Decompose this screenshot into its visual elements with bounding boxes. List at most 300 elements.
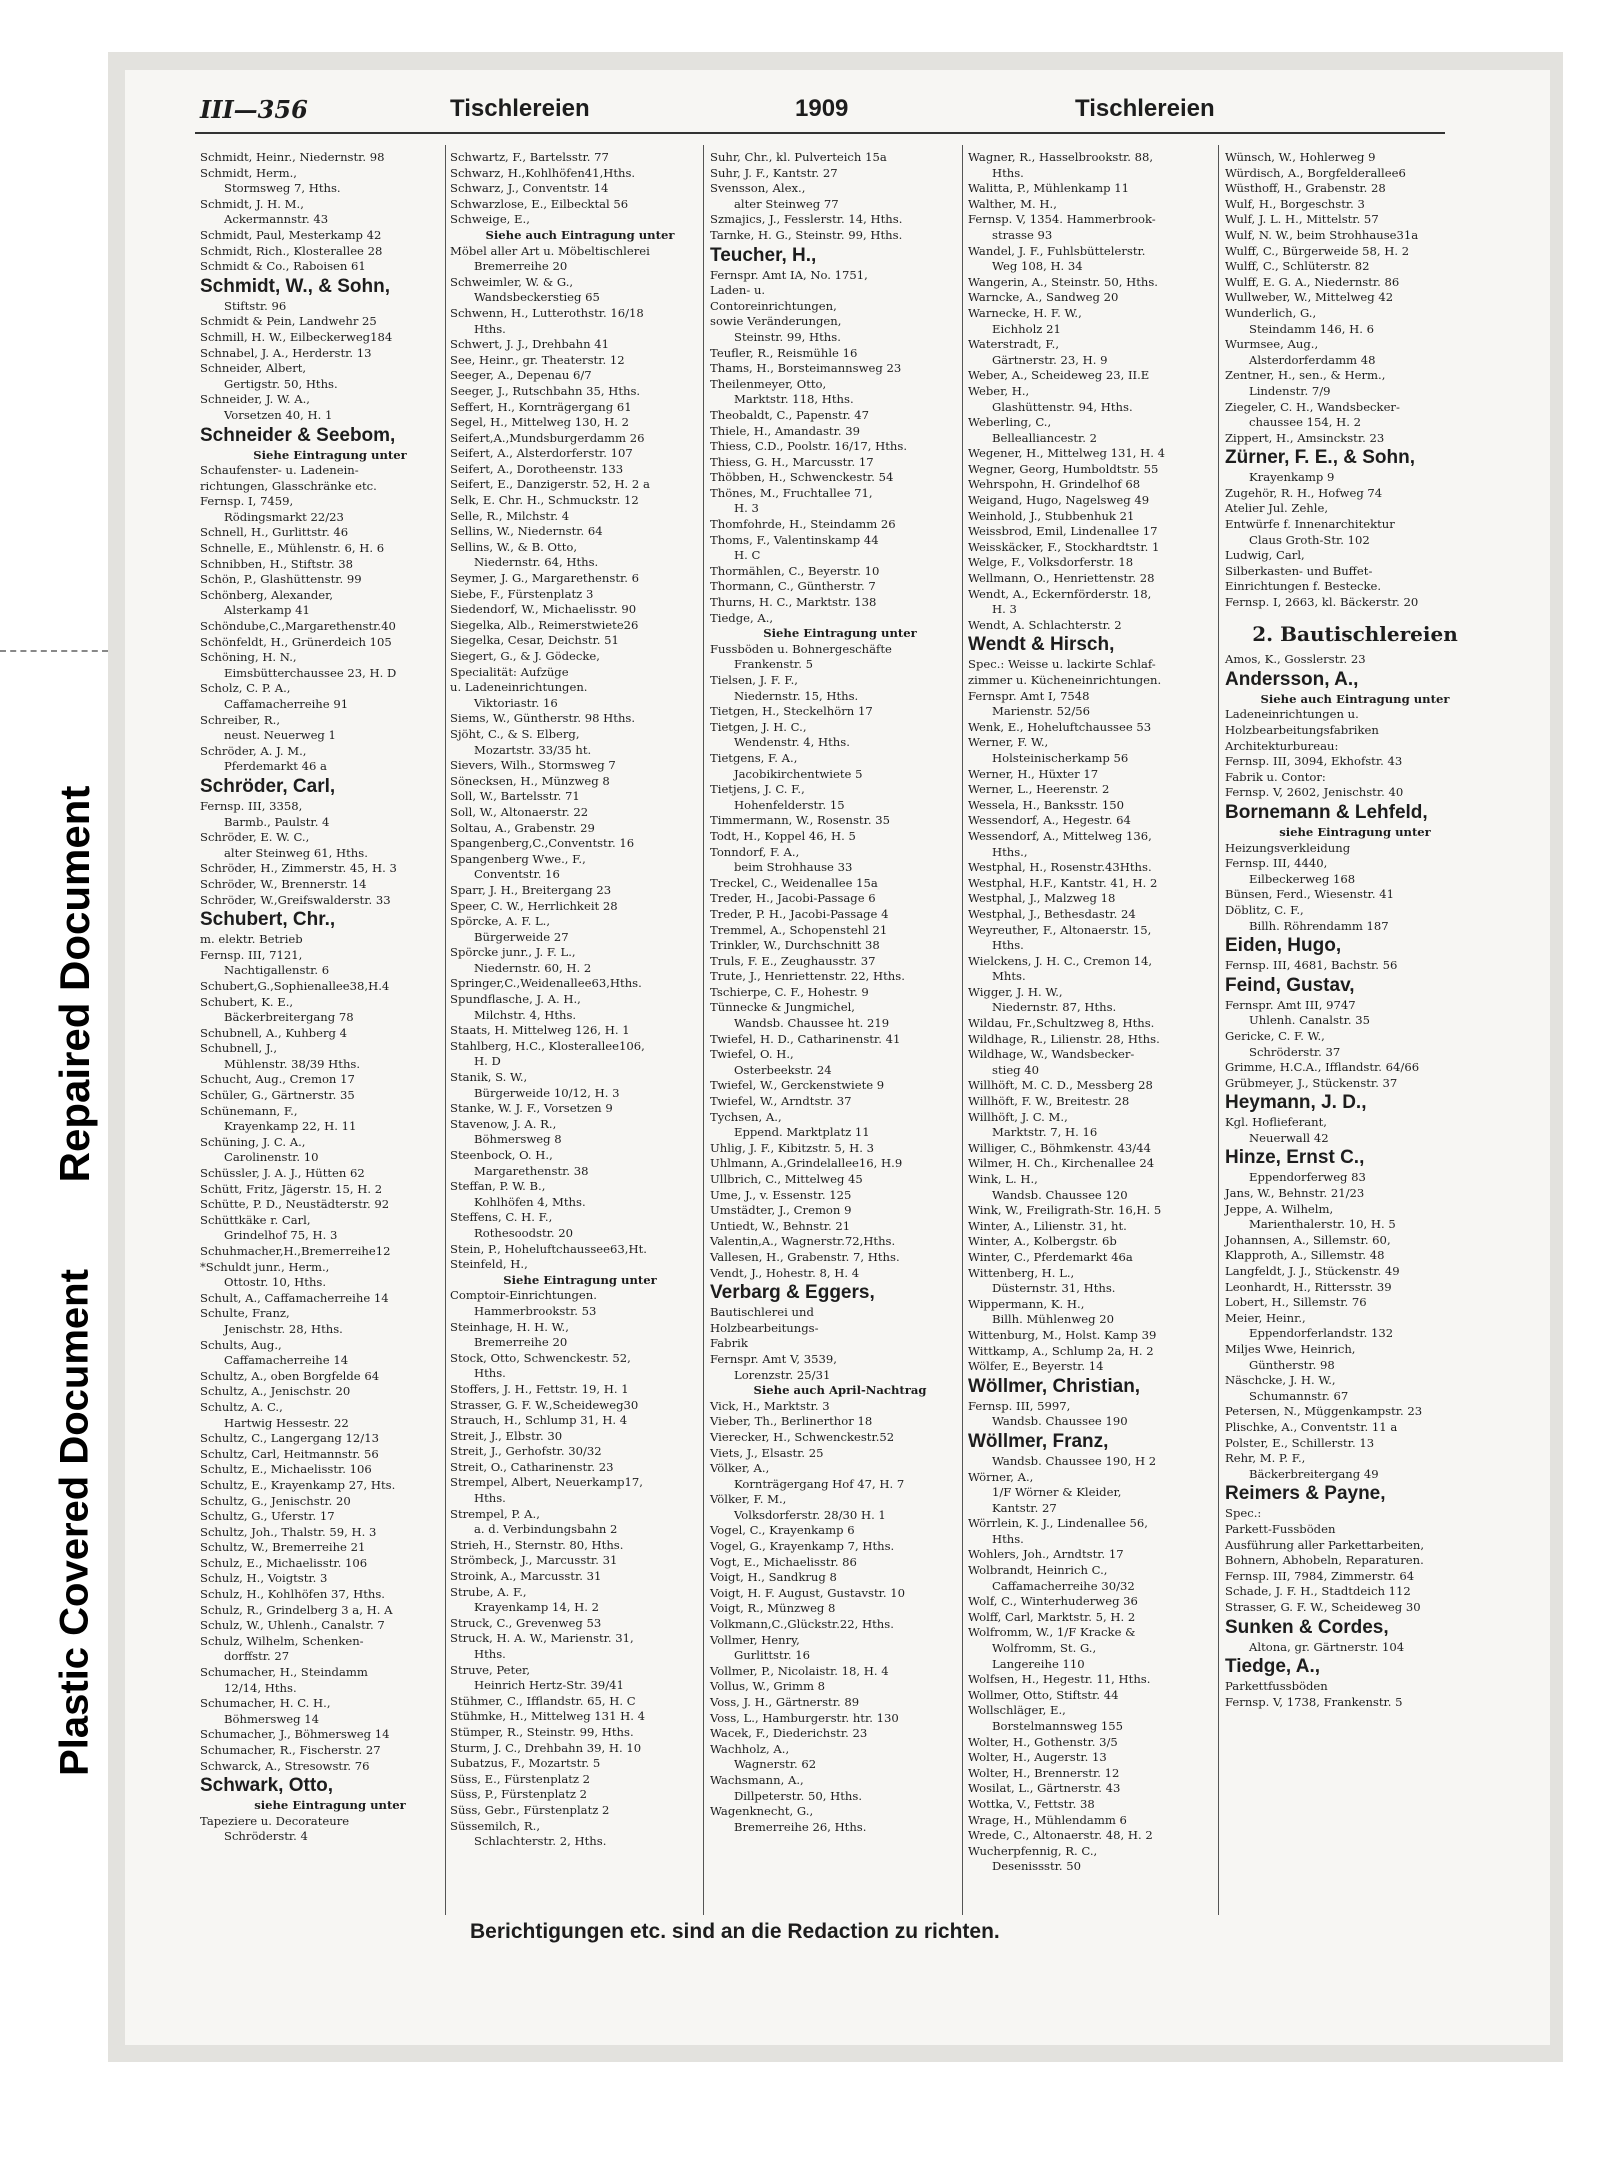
directory-entry: Schumacher, J., Böhmersweg 14: [200, 1727, 390, 1742]
directory-entry: Milchstr. 4, Hths.: [474, 1007, 577, 1022]
directory-entry: beim Strohhause 33: [734, 860, 853, 875]
directory-entry: Marktstr. 7, H. 16: [992, 1125, 1098, 1140]
directory-entry: Kantstr. 27: [992, 1500, 1057, 1515]
directory-entry: Steenbock, O. H.,: [450, 1148, 553, 1162]
directory-entry: Eppendorferlandstr. 132: [1249, 1326, 1394, 1341]
directory-entry: Billh. Röhrendamm 187: [1249, 918, 1389, 933]
directory-entry: Schüssler, J. A. J., Hütten 62: [200, 1166, 365, 1181]
directory-entry: Fernsp. I, 7459,: [200, 494, 294, 509]
directory-entry: Strasser, G. F. W., Scheideweg 30: [1225, 1599, 1421, 1614]
column-3: [710, 150, 970, 1835]
directory-entry: Schumacher, H. C. H.,: [200, 1696, 331, 1711]
directory-entry: Bremerreihe 20: [474, 259, 568, 274]
directory-entry: Stanik, S. W.,: [450, 1070, 528, 1085]
directory-entry: Meier, Heinr.,: [1225, 1310, 1306, 1325]
directory-entry: Schulz, W., Uhlenh., Canalstr. 7: [200, 1618, 385, 1633]
directory-entry: Tychsen, A.,: [710, 1109, 782, 1124]
directory-entry: Schucht, Aug., Cremon 17: [200, 1072, 355, 1087]
directory-entry: Bremerreihe 20: [474, 1335, 568, 1350]
directory-entry: Schnell, H., Gurlittstr. 46: [200, 525, 349, 540]
directory-entry: Vollmer, P., Nicolaistr. 18, H. 4: [710, 1663, 889, 1678]
directory-entry: Strasser, G. F. W.,Scheideweg30: [450, 1397, 639, 1412]
directory-entry: Vick, H., Marktstr. 3: [710, 1398, 830, 1413]
directory-entry: Silberkasten- und Buffet-: [1225, 563, 1373, 578]
directory-entry: Fernspr. Amt IA, No. 1751,: [710, 267, 868, 282]
directory-entry: Spangenberg,C.,Conventstr. 16: [450, 836, 635, 851]
directory-entry: Caffamacherreihe 14: [224, 1353, 349, 1368]
directory-entry: Wessela, H., Banksstr. 150: [968, 797, 1124, 812]
directory-entry: 1/F Wörner & Kleider,: [992, 1485, 1122, 1500]
directory-entry: Schmidt, J. H. M.,: [200, 196, 304, 211]
directory-entry: Schröder, E. W. C.,: [200, 830, 310, 845]
directory-entry: Siehe auch Eintragung unter: [1260, 691, 1450, 706]
directory-entry: Wenk, E., Hoheluftchaussee 53: [968, 719, 1152, 734]
cut-line: [0, 650, 108, 652]
directory-entry: Struck, C., Grevenweg 53: [450, 1615, 602, 1630]
directory-entry: Düsternstr. 31, Hths.: [992, 1281, 1116, 1296]
directory-entry: Schulz, H., Voigtstr. 3: [200, 1571, 328, 1586]
directory-entry: Jenischstr. 28, Hths.: [224, 1321, 343, 1336]
directory-entry: Fabrik u. Contor:: [1225, 769, 1326, 784]
directory-entry: Welge, F., Volksdorferstr. 18: [968, 555, 1134, 570]
directory-entry: Lobert, H., Sillemstr. 76: [1225, 1295, 1367, 1310]
directory-entry: Schwarz, H.,Kohlhöfen41,Hths.: [450, 165, 636, 180]
directory-entry: Wittenberg, H. L.,: [968, 1265, 1075, 1280]
directory-entry: Fernsp. III, 7984, Zimmerstr. 64: [1225, 1568, 1415, 1583]
directory-entry: Struck, H. A. W., Marienstr. 31,: [450, 1631, 634, 1646]
directory-entry: Wagner, R., Hasselbrookstr. 88,: [968, 150, 1154, 164]
directory-entry: Schröder, H., Zimmerstr. 45, H. 3: [200, 861, 397, 876]
directory-entry: Bäckerbreitergang 78: [224, 1010, 354, 1025]
directory-entry: Gärtnerstr. 23, H. 9: [992, 352, 1108, 367]
directory-entry: Schultz, A., Jenischstr. 20: [200, 1384, 351, 1399]
directory-entry: u. Ladeneinrichtungen.: [450, 680, 588, 695]
directory-entry: Schröder, W.,Greifswalderstr. 33: [200, 892, 391, 907]
directory-entry: Einrichtungen f. Bestecke.: [1225, 579, 1382, 594]
directory-entry: Sjöht, C., & S. Elberg,: [450, 726, 580, 741]
directory-entry: Steinstr. 99, Hths.: [734, 329, 841, 344]
directory-entry: Zippert, H., Amsinckstr. 23: [1225, 430, 1385, 445]
directory-entry: Kornträgergang Hof 47, H. 7: [734, 1476, 905, 1491]
directory-entry: Viktoriastr. 16: [474, 695, 558, 710]
directory-entry: Schlachterstr. 2, Hths.: [474, 1834, 607, 1849]
directory-entry: Jacobikirchentwiete 5: [734, 766, 863, 781]
directory-entry: Güntherstr. 98: [1249, 1357, 1335, 1372]
directory-entry: Schütt, Fritz, Jägerstr. 15, H. 2: [200, 1181, 383, 1196]
directory-entry: Twiefel, H. D., Catharinenstr. 41: [710, 1031, 901, 1046]
directory-entry: Westphal, J., Bethesdastr. 24: [968, 906, 1136, 921]
directory-entry: strasse 93: [992, 227, 1053, 242]
directory-entry: Schubert, Chr.,: [200, 909, 336, 931]
directory-entry: Caffamacherreihe 30/32: [992, 1578, 1135, 1593]
directory-entry: H. 3: [992, 602, 1017, 617]
directory-entry: Wulff, C., Bürgerweide 58, H. 2: [1225, 243, 1410, 258]
header-rule: [195, 132, 1445, 134]
directory-entry: Stiftstr. 96: [224, 298, 287, 313]
directory-entry: Schnabel, J. A., Herderstr. 13: [200, 345, 372, 360]
directory-entry: Völker, F. M.,: [710, 1492, 787, 1507]
directory-entry: Bürgerweide 27: [474, 929, 569, 944]
directory-entry: Langereihe 110: [992, 1656, 1085, 1671]
directory-entry: Seifert, A., Dorotheenstr. 133: [450, 461, 624, 476]
directory-entry: Parkett-Fussböden: [1225, 1521, 1336, 1536]
directory-entry: Gertigstr. 50, Hths.: [224, 376, 338, 391]
directory-entry: Winter, C., Pferdemarkt 46a: [968, 1249, 1133, 1264]
directory-entry: Stock, Otto, Schwenckestr. 52,: [450, 1350, 631, 1365]
directory-entry: Ladeneinrichtungen u.: [1225, 707, 1359, 722]
directory-entry: Miljes Wwe, Heinrich,: [1225, 1342, 1356, 1356]
directory-entry: Lindenstr. 7/9: [1249, 383, 1331, 398]
directory-entry: Siehe Eintragung unter: [503, 1272, 657, 1287]
directory-entry: Volksdorferstr. 28/30 H. 1: [734, 1507, 886, 1522]
directory-entry: Thiele, H., Amandastr. 39: [710, 423, 860, 438]
directory-entry: Strauch, H., Schlump 31, H. 4: [450, 1413, 628, 1428]
directory-entry: Tünnecke & Jungmichel,: [710, 1000, 855, 1015]
directory-entry: Wachsmann, A.,: [710, 1772, 804, 1787]
directory-entry: Wendt, A., Eckernförderstr. 18,: [968, 586, 1152, 601]
directory-entry: Weinhold, J., Stubbenhuk 21: [968, 508, 1135, 523]
directory-entry: Wullweber, W., Mittelweg 42: [1225, 290, 1394, 305]
directory-entry: Schultz, G., Jenischstr. 20: [200, 1493, 351, 1508]
directory-entry: Ausführung aller Parkettarbeiten,: [1225, 1537, 1425, 1552]
directory-entry: Wittenburg, M., Holst. Kamp 39: [968, 1327, 1157, 1342]
directory-entry: Marktstr. 118, Hths.: [734, 392, 854, 407]
plastic-covered-label: Plastic Covered Document: [52, 1269, 97, 1776]
directory-entry: Amos, K., Gosslerstr. 23: [1225, 652, 1366, 667]
directory-entry: Staats, H. Mittelweg 126, H. 1: [450, 1023, 630, 1038]
directory-entry: Bremerreihe 26, Hths.: [734, 1819, 867, 1834]
directory-entry: Scholz, C. P. A.,: [200, 681, 291, 696]
directory-entry: Kohlhöfen 4, Mths.: [474, 1194, 586, 1209]
directory-entry: Ullbrich, C., Mittelweg 45: [710, 1172, 863, 1186]
directory-entry: Entwürfe f. Innenarchitektur: [1225, 517, 1395, 532]
directory-entry: Zentner, H., sen., & Herm.,: [1225, 368, 1386, 383]
directory-entry: Spangenberg Wwe., F.,: [450, 851, 586, 866]
directory-entry: Strempel, Albert, Neuerkamp17,: [450, 1475, 643, 1490]
directory-entry: Vollmer, Henry,: [710, 1632, 800, 1647]
directory-entry: Parkettfussböden: [1225, 1679, 1328, 1694]
directory-entry: Wulff, E. G. A., Niedernstr. 86: [1225, 274, 1400, 289]
directory-entry: Rehr, M. P. F.,: [1225, 1451, 1306, 1466]
directory-entry: Wottka, V., Fettstr. 38: [968, 1796, 1095, 1811]
directory-entry: Uhlenh. Canalstr. 35: [1249, 1013, 1370, 1028]
directory-entry: Sellins, W., & B. Otto,: [450, 539, 578, 554]
directory-entry: Untiedt, W., Behnstr. 21: [710, 1218, 851, 1233]
directory-entry: Voss, J. H., Gärtnerstr. 89: [710, 1695, 860, 1709]
directory-entry: Niedernstr. 64, Hths.: [474, 555, 599, 570]
directory-entry: Bäckerbreitergang 49: [1249, 1466, 1379, 1481]
directory-entry: Trinkler, W., Durchschnitt 38: [710, 938, 880, 953]
directory-entry: Werner, L., Heerenstr. 2: [968, 782, 1110, 797]
directory-entry: Polster, E., Schillerstr. 13: [1225, 1435, 1375, 1450]
directory-entry: Grimme, H.C.A., Ifflandstr. 64/66: [1225, 1060, 1420, 1075]
directory-entry: Eilbeckerweg 168: [1249, 871, 1356, 886]
directory-entry: Schneider, J. W. A.,: [200, 392, 310, 407]
directory-entry: Twiefel, W., Arndtstr. 37: [710, 1094, 852, 1109]
directory-entry: Schwarzlose, E., Eilbecktal 56: [450, 196, 629, 211]
directory-entry: Steffens, C. H. F.,: [450, 1210, 553, 1225]
directory-entry: Schröderstr. 4: [224, 1829, 308, 1844]
directory-entry: Desenissstr. 50: [992, 1859, 1082, 1874]
header-title-left: Tischlereien: [450, 95, 590, 122]
directory-entry: Tielsen, J. F. F.,: [710, 673, 798, 687]
directory-entry: Architekturbureau:: [1225, 738, 1339, 753]
directory-entry: Voigt, R., Münzweg 8: [710, 1601, 836, 1616]
directory-entry: Winter, A., Lilienstr. 31, ht.: [968, 1218, 1127, 1233]
directory-entry: Walther, M. H.,: [968, 196, 1057, 211]
directory-entry: Schöndube,C.,Margarethenstr.40: [200, 619, 396, 634]
directory-entry: Nachtigallenstr. 6: [224, 963, 330, 978]
directory-entry: Schultz, E., Michaelisstr. 106: [200, 1462, 372, 1477]
directory-entry: Zürner, F. E., & Sohn,: [1225, 447, 1416, 469]
directory-entry: Tiedge, A.,: [1225, 1656, 1321, 1678]
directory-entry: Tietgens, F. A.,: [710, 750, 798, 765]
directory-entry: Stoffers, J. H., Fettstr. 19, H. 1: [450, 1381, 629, 1396]
directory-entry: Voss, L., Hamburgerstr. htr. 130: [710, 1710, 899, 1725]
directory-entry: Streit, O., Catharinenstr. 23: [450, 1459, 614, 1474]
directory-entry: Wolfromm, W., 1/F Kracke &: [968, 1625, 1136, 1640]
directory-entry: Truls, F. E., Zeughausstr. 37: [710, 953, 876, 968]
directory-entry: Sönecksen, H., Münzweg 8: [450, 773, 610, 788]
directory-entry: Willhöft, M. C. D., Messberg 28: [968, 1078, 1153, 1093]
directory-entry: Tapeziere u. Decorateure: [200, 1813, 350, 1828]
directory-entry: 12/14, Hths.: [224, 1680, 297, 1695]
directory-entry: Schultz, E., Krayenkamp 27, Hts.: [200, 1477, 396, 1492]
directory-entry: Spörcke, A. F. L.,: [450, 914, 551, 929]
directory-entry: Schultz, Carl, Heitmannstr. 56: [200, 1446, 379, 1461]
directory-entry: Schumacher, R., Fischerstr. 27: [200, 1743, 381, 1757]
directory-entry: Schnelle, E., Mühlenstr. 6, H. 6: [200, 541, 385, 556]
directory-entry: Döblitz, C. F.,: [1225, 902, 1304, 917]
directory-entry: Sturm, J. C., Drehbahn 39, H. 10: [450, 1740, 642, 1755]
directory-entry: Marienstr. 52/56: [992, 704, 1091, 719]
directory-entry: Sparr, J. H., Breitergang 23: [450, 882, 612, 897]
directory-entry: stieg 40: [992, 1062, 1040, 1077]
directory-entry: Soll, W., Altonaerstr. 22: [450, 804, 589, 819]
directory-entry: Vallesen, H., Grabenstr. 7, Hths.: [710, 1249, 900, 1264]
directory-entry: Wrede, C., Altonaerstr. 48, H. 2: [968, 1828, 1153, 1843]
directory-entry: Schröderstr. 37: [1249, 1044, 1341, 1059]
directory-entry: Vogt, E., Michaelisstr. 86: [710, 1554, 857, 1569]
directory-entry: Tietgen, J. H. C.,: [710, 719, 807, 734]
directory-entry: Zugehör, R. H., Hofweg 74: [1225, 485, 1383, 500]
directory-entry: Wollschläger, E.,: [968, 1703, 1066, 1718]
directory-entry: Wagenknecht, G.,: [710, 1804, 814, 1819]
directory-entry: Subatzus, F., Mozartstr. 5: [450, 1756, 601, 1771]
directory-entry: Schumacher, H., Steindamm: [200, 1665, 368, 1680]
directory-entry: Tarnke, H. G., Steinstr. 99, Hths.: [710, 227, 903, 242]
directory-entry: Bornemann & Lehfeld,: [1225, 801, 1428, 823]
directory-entry: Schüttkäke r. Carl,: [200, 1212, 311, 1227]
directory-entry: Strömbeck, J., Marcusstr. 31: [450, 1553, 618, 1568]
directory-entry: Wrage, H., Mühlendamm 6: [968, 1812, 1127, 1827]
directory-entry: Petersen, N., Müggenkampstr. 23: [1225, 1404, 1423, 1419]
directory-entry: Glashüttenstr. 94, Hths.: [992, 399, 1133, 414]
directory-entry: Thomfohrde, H., Steindamm 26: [710, 517, 896, 532]
directory-entry: Ludwig, Carl,: [1225, 548, 1305, 563]
directory-entry: Fernspr. Amt III, 9747: [1225, 997, 1356, 1012]
directory-entry: Schröder, Carl,: [200, 775, 336, 797]
directory-entry: Wandsb. Chaussee 190, H 2: [992, 1453, 1157, 1468]
directory-entry: Wandsb. Chaussee 120: [992, 1187, 1128, 1202]
directory-entry: Wolf, C., Winterhuderweg 36: [968, 1594, 1138, 1609]
directory-entry: Reimers & Payne,: [1225, 1483, 1386, 1505]
directory-entry: richtungen, Glasschränke etc.: [200, 478, 377, 493]
directory-entry: Dillpeterstr. 50, Hths.: [734, 1788, 863, 1803]
directory-entry: Todt, H., Koppel 46, H. 5: [710, 828, 856, 843]
directory-entry: Timmermann, W., Rosenstr. 35: [710, 813, 890, 828]
directory-entry: Schwenn, H., Lutterothstr. 16/18: [450, 305, 644, 320]
directory-entry: Siehe auch Eintragung unter: [485, 227, 675, 242]
directory-entry: Bellealliancestr. 2: [992, 430, 1098, 445]
directory-entry: Wöllmer, Christian,: [968, 1375, 1141, 1397]
directory-entry: Alsterdorferdamm 48: [1249, 352, 1376, 367]
directory-entry: Schultz, C., Langergang 12/13: [200, 1431, 379, 1446]
directory-entry: Teufler, R., Reismühle 16: [710, 345, 858, 360]
directory-entry: Eppend. Marktplatz 11: [734, 1125, 870, 1140]
directory-entry: Möbel aller Art u. Möbeltischlerei: [450, 243, 650, 258]
directory-entry: Schmidt, Rich., Klosterallee 28: [200, 243, 383, 258]
directory-entry: Langfeldt, J. J., Stückenstr. 49: [1225, 1264, 1400, 1279]
directory-entry: Strieh, H., Sternstr. 80, Hths.: [450, 1537, 624, 1552]
directory-entry: m. elektr. Betrieb: [200, 932, 303, 947]
directory-entry: Wölfer, E., Beyerstr. 14: [968, 1359, 1104, 1374]
directory-entry: Wielckens, J. H. C., Cremon 14,: [968, 953, 1153, 968]
directory-entry: Stavenow, J. A. R.,: [450, 1116, 557, 1131]
directory-entry: Wandsbeckerstieg 65: [474, 290, 600, 305]
directory-entry: Siegert, G., & J. Gödecke,: [450, 649, 600, 663]
directory-entry: Hths.: [992, 1531, 1024, 1546]
directory-entry: Carolinenstr. 10: [224, 1150, 319, 1165]
directory-entry: Hths.: [474, 1647, 506, 1661]
directory-entry: Schults, Aug.,: [200, 1337, 282, 1352]
directory-entry: Warncke, A., Sandweg 20: [968, 290, 1119, 305]
directory-entry: Holsteinischerkamp 56: [992, 750, 1129, 765]
directory-entry: Schultz, A., oben Borgfelde 64: [200, 1368, 380, 1383]
directory-entry: Theobaldt, C., Papenstr. 47: [710, 407, 869, 422]
directory-entry: Hths.: [474, 1491, 506, 1506]
directory-entry: Schönberg, Alexander,: [200, 587, 334, 602]
directory-entry: Wolter, H., Augerstr. 13: [968, 1750, 1107, 1765]
directory-entry: Schwark, Otto,: [200, 1775, 334, 1797]
header-year: 1909: [795, 95, 849, 122]
directory-entry: Schultz, W., Bremerreihe 21: [200, 1540, 366, 1555]
directory-entry: Schwarz, J., Conventstr. 14: [450, 181, 609, 196]
directory-entry: Weber, A., Scheideweg 23, II.E: [968, 368, 1150, 383]
directory-entry: Umstädter, J., Cremon 9: [710, 1203, 852, 1218]
directory-entry: Soltau, A., Grabenstr. 29: [450, 820, 595, 835]
directory-entry: Wildhage, W., Wandsbecker-: [968, 1047, 1135, 1062]
directory-entry: Grübmeyer, J., Stückenstr. 37: [1225, 1075, 1398, 1090]
directory-entry: Schwert, J. J., Drehbahn 41: [450, 337, 610, 352]
directory-entry: Wagnerstr. 62: [734, 1757, 817, 1772]
directory-entry: Seifert, A., Alsterdorferstr. 107: [450, 446, 633, 461]
directory-entry: Wörner, A.,: [968, 1469, 1034, 1484]
directory-entry: Sievers, Wilh., Stormsweg 7: [450, 758, 616, 773]
directory-entry: Wendt & Hirsch,: [968, 634, 1115, 656]
directory-entry: Schöning, H. N.,: [200, 650, 297, 665]
directory-entry: Atelier Jul. Zehle,: [1225, 501, 1329, 516]
directory-entry: Wandel, J. F., Fuhlsbüttelerstr.: [968, 243, 1146, 258]
directory-entry: Süssemilch, R.,: [450, 1818, 541, 1833]
directory-entry: Weber, H.,: [968, 383, 1030, 398]
directory-entry: Fernsp. III, 3094, Ekhofstr. 43: [1225, 754, 1403, 769]
directory-entry: Stühmke, H., Mittelweg 131 H. 4: [450, 1709, 645, 1724]
directory-entry: Wegener, H., Mittelweg 131, H. 4: [968, 446, 1165, 461]
directory-entry: Pferdemarkt 46 a: [224, 759, 327, 774]
directory-entry: Wulff, C., Schlüterstr. 82: [1225, 259, 1370, 274]
directory-entry: Frankenstr. 5: [734, 657, 813, 672]
directory-entry: Schweimler, W. & G.,: [450, 274, 574, 289]
directory-entry: Soll, W., Bartelsstr. 71: [450, 789, 580, 804]
directory-entry: Fernsp. V, 2602, Jenischstr. 40: [1225, 785, 1404, 800]
directory-entry: Siegelka, Alb., Reimerstwiete26: [450, 617, 639, 632]
directory-entry: Klapproth, A., Sillemstr. 48: [1225, 1248, 1385, 1263]
directory-entry: Stühmer, C., Ifflandstr. 65, H. C: [450, 1693, 636, 1708]
directory-entry: Mhts.: [992, 969, 1026, 984]
directory-entry: Siehe auch April-Nachtrag: [753, 1383, 927, 1398]
directory-entry: Thönes, M., Fruchtallee 71,: [710, 485, 873, 500]
directory-entry: Hinze, Ernst C.,: [1225, 1147, 1365, 1169]
directory-entry: Weissbrod, Emil, Lindenallee 17: [968, 524, 1158, 539]
directory-entry: Schreiber, R.,: [200, 712, 281, 727]
directory-entry: Wachholz, A.,: [710, 1741, 790, 1756]
directory-entry: Schaufenster- u. Ladenein-: [200, 463, 359, 478]
directory-entry: Wangerin, A., Steinstr. 50, Hths.: [968, 274, 1158, 289]
directory-entry: Holzbearbeitungs-: [710, 1320, 819, 1335]
directory-entry: Svensson, Alex.,: [710, 181, 806, 196]
directory-entry: Conventstr. 16: [474, 867, 560, 882]
directory-entry: Seifert,A.,Mundsburgerdamm 26: [450, 430, 645, 445]
directory-entry: Schröder, W., Brennerstr. 14: [200, 876, 367, 891]
directory-entry: Niedernstr. 60, H. 2: [474, 960, 592, 975]
directory-entry: Wessendorf, A., Hegestr. 64: [968, 813, 1131, 828]
directory-entry: Willhöft, J. C. M.,: [968, 1109, 1068, 1124]
directory-entry: Speer, C. W., Herrlichkeit 28: [450, 898, 618, 913]
directory-entry: Schüler, G., Gärtnerstr. 35: [200, 1088, 355, 1103]
directory-entry: Schön, P., Glashüttenstr. 99: [200, 572, 362, 587]
directory-entry: Williger, C., Böhmkenstr. 43/44: [968, 1140, 1151, 1155]
directory-entry: siehe Eintragung unter: [254, 1798, 406, 1813]
directory-entry: Wippermann, K. H.,: [968, 1296, 1085, 1311]
directory-entry: Süss, P., Fürstenplatz 2: [450, 1787, 588, 1802]
directory-entry: Wucherpfennig, R. C.,: [968, 1843, 1098, 1858]
column-2: [450, 150, 710, 1850]
directory-entry: Grindelhof 75, H. 3: [224, 1228, 338, 1243]
directory-entry: Verbarg & Eggers,: [710, 1282, 875, 1304]
directory-entry: Schubert, K. E.,: [200, 994, 294, 1009]
footer-note: Berichtigungen etc. sind an die Redaction zu richten.: [470, 1920, 1000, 1943]
directory-entry: Schubnell, J.,: [200, 1041, 278, 1056]
directory-entry: Wittkamp, A., Schlump 2a, H. 2: [968, 1343, 1154, 1358]
directory-entry: Schneider, Albert,: [200, 361, 307, 376]
directory-entry: See, Heinr., gr. Theaterstr. 12: [450, 352, 625, 367]
directory-entry: Schultz, A. C.,: [200, 1399, 283, 1414]
directory-entry: Wulf, H., Borgeschstr. 3: [1225, 196, 1365, 211]
directory-entry: Wegner, Georg, Humboldtstr. 55: [968, 461, 1159, 476]
directory-entry: Siems, W., Güntherstr. 98 Hths.: [450, 711, 636, 726]
directory-entry: H. C: [734, 548, 761, 563]
directory-entry: Westphal, H.F., Kantstr. 41, H. 2: [968, 875, 1158, 890]
directory-entry: Wolfromm, St. G.,: [992, 1641, 1097, 1656]
directory-entry: alter Steinweg 61, Hths.: [224, 845, 368, 860]
directory-entry: Ume, J., v. Essenstr. 125: [710, 1187, 852, 1202]
directory-entry: Spörcke junr., J. F. L.,: [450, 945, 576, 960]
directory-entry: Fernsp. III, 4681, Bachstr. 56: [1225, 958, 1398, 973]
directory-entry: Fussböden u. Bohnergeschäfte: [710, 641, 892, 656]
directory-entry: Tremmel, A., Schopenstehl 21: [710, 922, 888, 937]
directory-entry: Johannsen, A., Sillemstr. 60,: [1225, 1232, 1391, 1247]
